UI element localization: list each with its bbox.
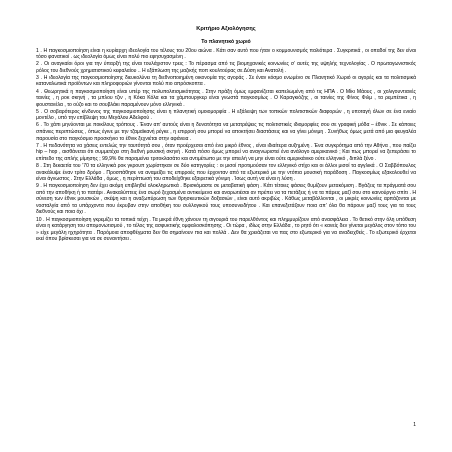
document-body [36,48,416,243]
paragraph-2: 2 . Οι αναγκαίοι όροι για την ύπαρξή της είναι τουλάχιστον τρεις : Το πέρασμα από τις βιομηχανικές κοινωνίες σ’ αυτές της υψηλής τεχνολογίας . Ο πρωταγωνιστικός ρόλος του διεθνούς χρηματιστικού κεφαλαίου .. Η εξάπλωση της μαζικής ποπ κουλτούρας σε Δύση και Ανατολή . [36,61,416,74]
paragraph-6: 6 . Το χάπι μηνύονται με ποικίλους τρόπους . Έναν απ’ αυτούς είναι η δυνατότητα να μετατρέψεις τις πολιτιστικές ιδιομορφίες σου σε γραφική μόδα – έθνικ . Σε κάποιες σπάνιες περιπτώσεις , όπως έγινε με την τζαμαϊκανή ρέγκε , η επιρροή σου μπορεί να αποκτήσει διαστάσεις και να γίνει μόνιμη . Συνήθως όμως μετά από μια φευγαλέα παρουσία στο παγκόσμιο προσκήνιο το έθνικ ξεχνιέται στην αφάνεια . [36,122,416,142]
document-title: Κριτήριο Αξιολόγησης [196,26,256,32]
document-subtitle: Το πλανητικό χωριό [201,39,251,45]
paragraph-8: 8 . Στη δεκαετία του ’70 τα ελληνικά ροκ γκρουπ χωρίστηκαν σε δύο κατηγορίες : οι μισοί προτιμούσαν τον ελληνικό στίχο και οι άλλοι μισοί τα αγγλικά . Ο Σαββόπουλος ανακάλυψε έναν τρίτο δρόμο . Προσπάθησε να αναμείξει τις επιρροές που έρχονταν από τα εξωτερικό με την ντόπια μουσική παράδοση . Παγκοσμίως εξακολουθεί να είναι άγνωστος . Στην Ελλάδα , όμως , η περίπτωσή του αποδείχθηκε εξαιρετικά γόνιμη . Ίσως αυτή να είναι η λύση . [36,162,416,183]
paragraph-3: 3 . Η ιδεολογία της παγκοσμιοποίησης διευκολύνει τη διεθνοποιημένη οικονομία της αγοράς . Σε έναν κόσμο ενωμένο σε Πλανητικό Χωριό οι αγορές και τα πολιτισμικά καταναλωτικά προϊόντων και πληροφοριών γίνονται πολύ πιο απρόσκοπτα . [36,74,416,88]
page-number: 1 [413,422,416,428]
paragraph-5: 5 . Ο σοβαρότερος κίνδυνος της παγκοσμιοποίησης είναι η πλανητική ομοιομορφία . Η εξάλειψη των τοπικών πολιτιστικών διαφορών , η υποταγή όλων σε ένα ενιαίο μοντέλο , υπό την επίβλεψη του Μεγάλου Αδελφού . [36,108,416,122]
paragraph-4: 4 . Θεωρητικά η παγκοσμιοποίηση είναι υπέρ της πολυπολιτισμικότητας . Στην πράξη όμως εμφανίζεται καπελωμένη από τις ΗΠΑ . Ο Μίκι Μάους , οι χολιγουντιανές ταινίες , η ροκ σκηνή , τα μπλου τζιν , η Κόκα Κόλα και τα χάμπουργκερ είναι γνωστά παγκοσμίως . Ο Καραγκιόζης , οι ταινίες της Φίνος Φιλμ , τα ρεμπέτικα , η φουστανέλα , το ούζο και το σουβλάκι παραμένουν μόνο ελληνικά . [36,88,416,108]
paragraph-10: 10 . Η παγκοσμιοποίηση γκρεμίζει τα τοπικά τείχη . Τα μικρά έθνη χάνουν τη σιγουριά του παρελθόντος και πλημμυρίζουν από ανασφάλεια . Το θετικό στην όλη υπόθεση είναι η κατάργηση του απομονωτισμού , το τέλος της ασφυκτικής ομφαλοσκόπησης . Οι τώρα , ιδίως στην Ελλάδα , το ρητό ότι « κανείς δεν γίνεται μεγάλος στον τόπο του » είχε μεγάλη ηχηρότητα . Παρόμοια αποφθέγματα δεν θα σημαίνουν πια και πολλά . Δεν θα χρειάζεται να πας στο εξωτερικό για να αναδειχθείς . Το εξωτερικό έρχεται εκεί όπου βρίσκεσαι για να σε συναντήσει . [36,216,416,243]
paragraph-1: 1 . Η παγκοσμιοποίηση είναι η κυρίαρχη ιδεολογία του τέλους του 20ου αιώνα . Κάτι σαν αυτό που ήταν ο κομμουνισμός παλιότερα . Συγκριτικά , οι οπαδοί της δεν είναι τόσο φανατικοί . ως ιδεολογία όμως είναι πολύ πιο εφησυχασμένη . [36,47,416,61]
paragraph-9: 9 . Η παγκοσμιοποίηση δεν έχει ακόμη επιβληθεί ολοκληρωτικά . Βρισκόμαστε σε μεταβατική φάση . Κάτι τέτοιες φάσεις θυμίζουν μετακόμιση . Βγάζεις τα πράγματά σου από την αποθήκη ή το πατάρι . Ανακαλύπτεις ένα σωρό ξεχασμένα αντικείμενα και αναρωτιέσαι αν πρέπει να τα πετάξεις ή να τα πάρεις μαζί σου στο καινούργιο σπίτι . Η σύνεση των έθνικ μουσικών , σκέψη και η αναζωπύρωση των θρησκευτικών δοξασιών , είναι αυτό ακριβώς . Κάθως μεταβάλλονται , οι μικρές κοινωνίες αρπάζονται με νοσταλγία από τα υπάρχοντα που έκρυβαν στην αποθήκη του συλλογικού τους υποσυνειδήτου . Και επανεξετάζουν ποια απ’ όλα θα πάρουν μαζί τους για τα τους διεθνούς και ποια όχι . [36,183,416,216]
paragraph-7: 7 . Η πεδανότητα να χάσεις εντελώς την ταυτότητά σου , όταν προέρχεσαι από ένα μικρό έθνος , είναι ιδιαίτερα αυξημένη . Ένα συγκρότημα από την Αθήνα , που παίζει hip – hop , αισθάνεται ότι συμμετέχει στη διεθνή μουσική σκηνή . Κατά πόσο όμως μπορεί να αναγνωριστεί ένα ανάλογο αμερικανικό ; Και πως μπορεί να ξεπεράσει το επίπεδο της απλής μίμησης ; 99,9% θα παραμείνει τριτοκλασάτο και αντιμέτωπο με την απειλή να μην είναι ούτε αμερικάνικο ούτε ελληνικό , διπλά ξένο . [36,142,416,162]
